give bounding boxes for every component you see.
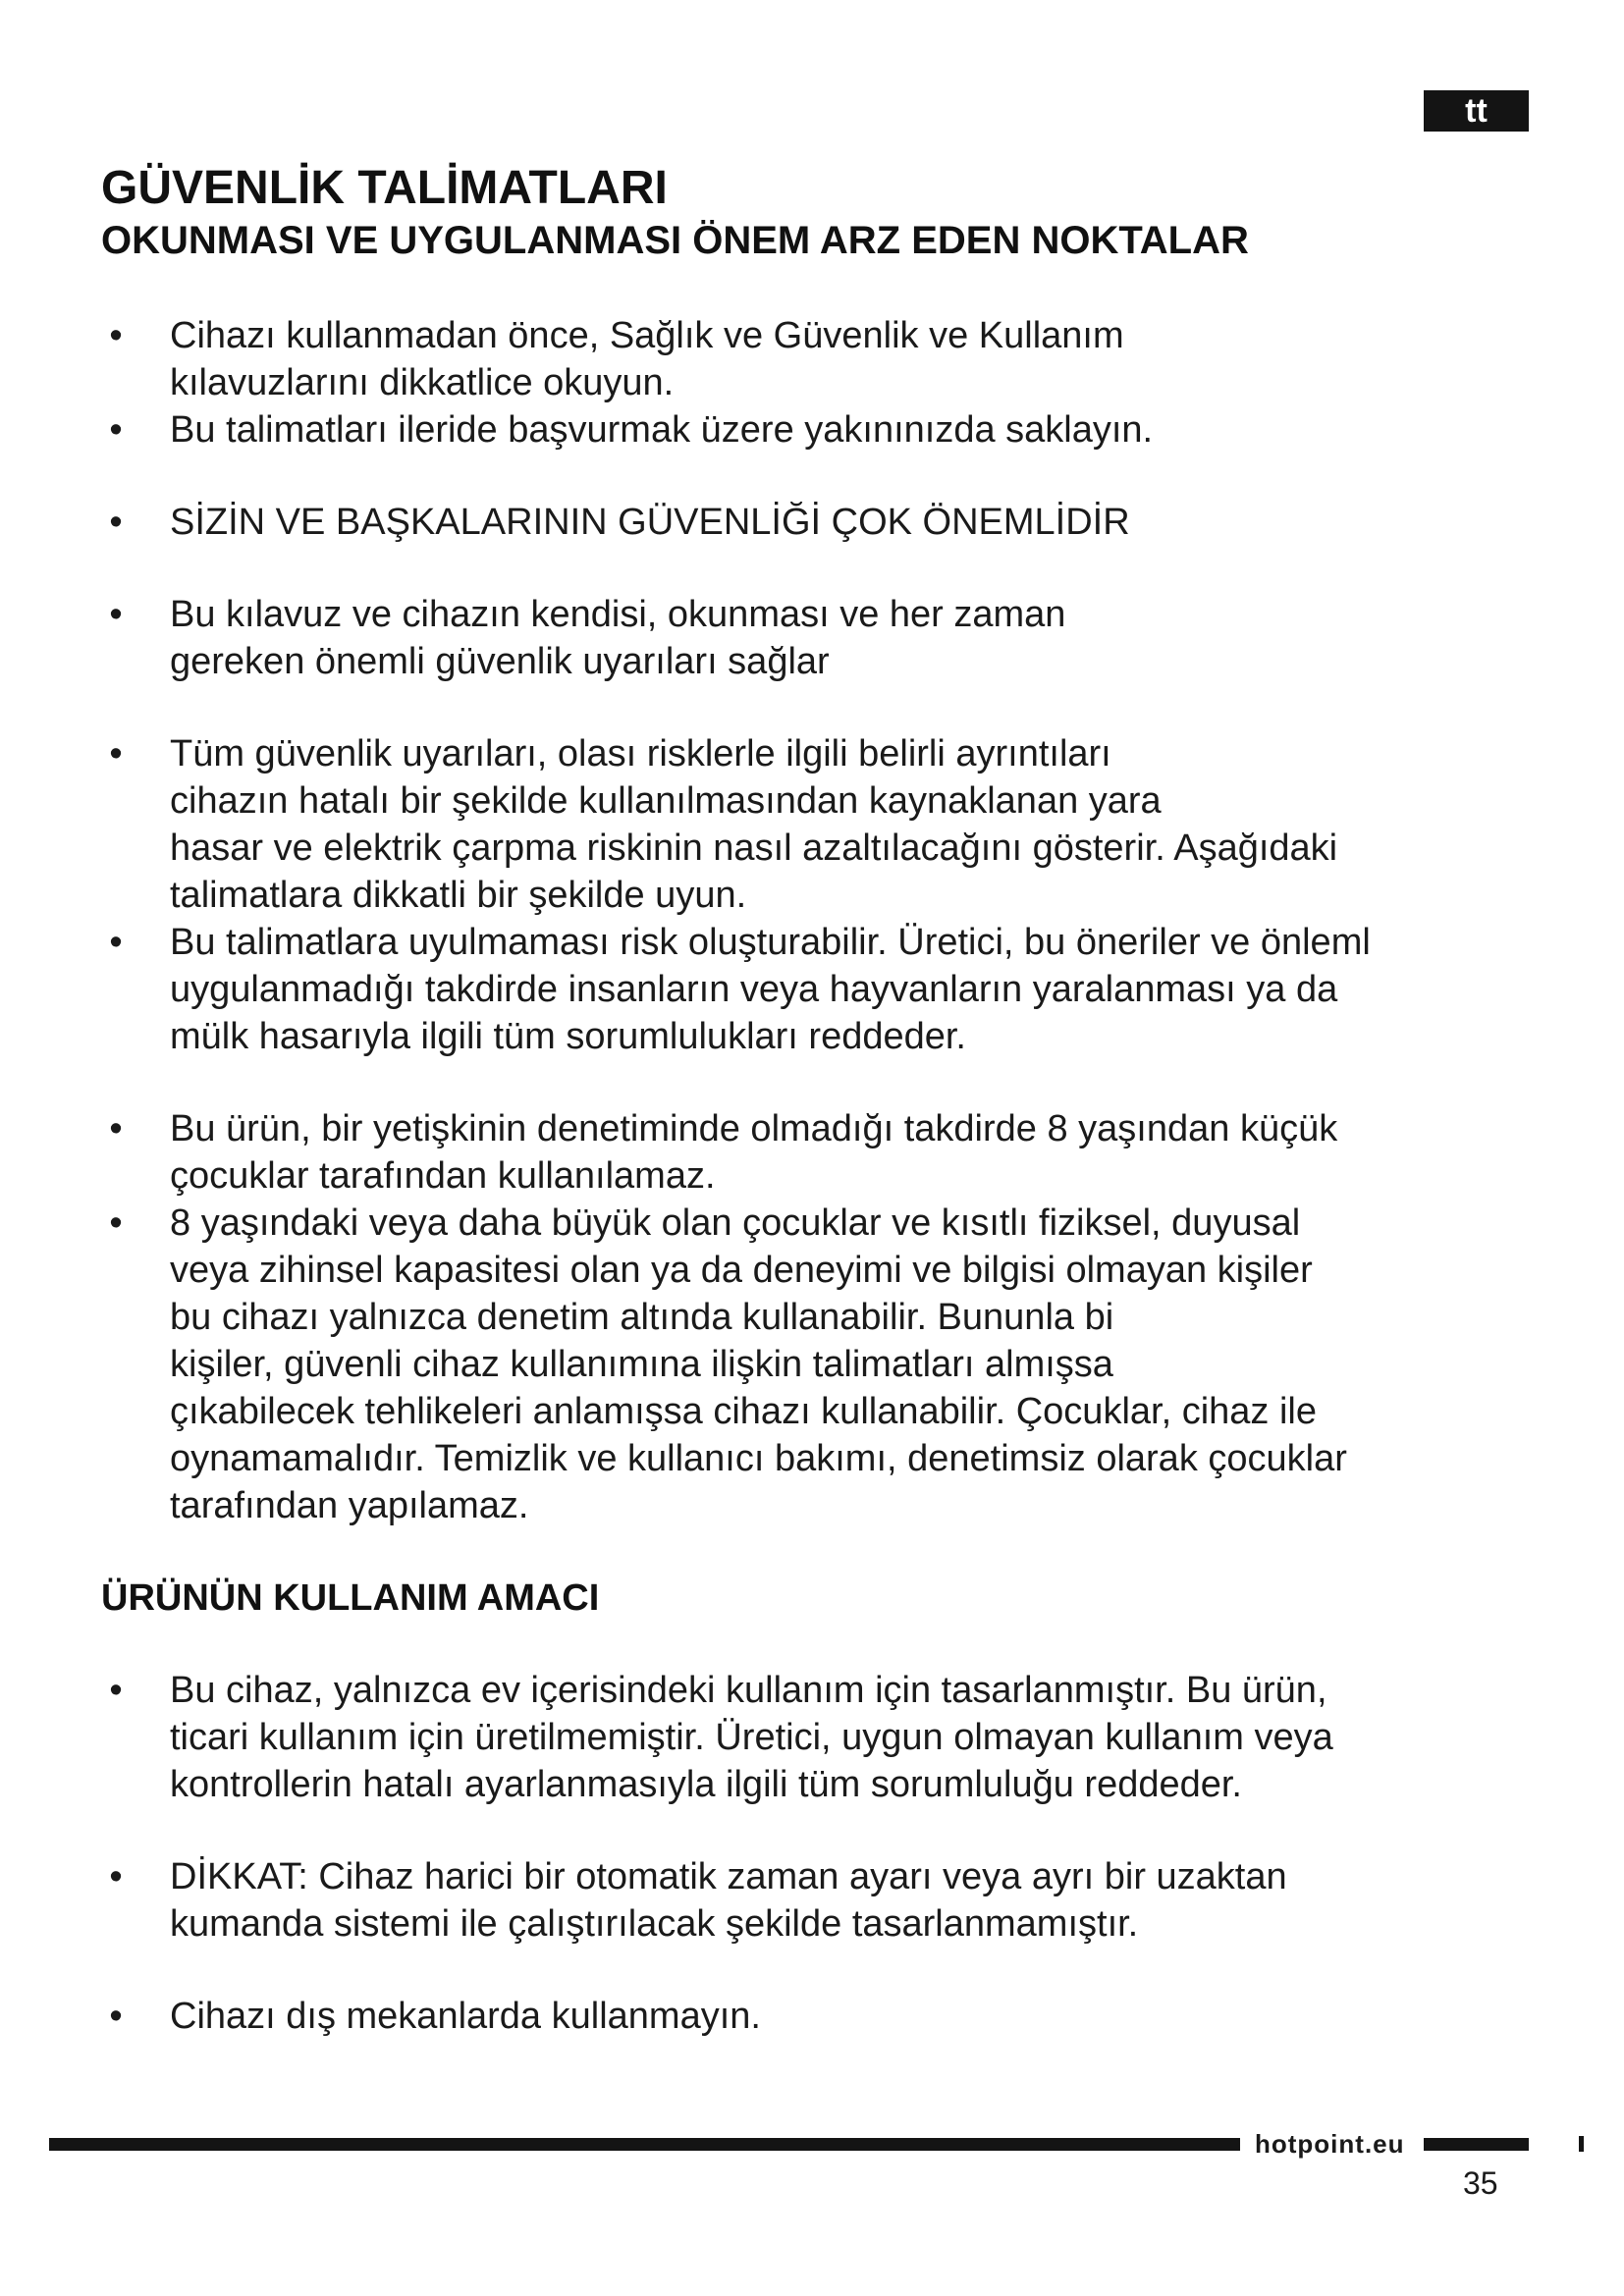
bullet-icon: • (109, 594, 123, 635)
bullet-icon: • (109, 1996, 123, 2037)
document-body (101, 161, 1581, 2040)
footer-tick-mark (1579, 2136, 1584, 2152)
list-item: • SİZİN VE BAŞKALARININ GÜVENLİĞİ ÇOK ÖNEMLİDİR (101, 499, 1581, 546)
bullet-icon: • (109, 1856, 123, 1897)
list-item: • Bu talimatları ileride başvurmak üzere yakınınızda saklayın. (101, 406, 1581, 454)
bullet-icon: • (109, 1108, 123, 1149)
list-item: • Bu kılavuz ve cihazın kendisi, okunması ve her zaman gereken önemli güvenlik uyarıları sağlar (101, 591, 1581, 685)
page-title: GÜVENLİK TALİMATLARI (101, 162, 668, 214)
list-item: • 8 yaşındaki veya daha büyük olan çocuklar ve kısıtlı fiziksel, duyusal veya zihinsel kapasitesi olan ya da deneyimi ve bilgisi olmayan kişiler bu cihazı yalnızca denetim altında kullanabilir. Bununla bi kişiler, güvenli cihaz kullanımına ilişkin talimatları almışsa çıkabilecek tehlikeleri anlamışsa cihazı kullanabilir. Çocuklar, cihaz ile oynamamalıdır. Temizlik ve kullanıcı bakımı, denetimsiz olarak çocuklar tarafından yapılamaz. (101, 1200, 1581, 1529)
list-item: • Cihazı dış mekanlarda kullanmayın. (101, 1993, 1581, 2040)
page-subtitle: OKUNMASI VE UYGULANMASI ÖNEM ARZ EDEN NOKTALAR (101, 219, 1249, 262)
bullet-icon: • (109, 733, 123, 774)
list-item: • Cihazı kullanmadan önce, Sağlık ve Güvenlik ve Kullanım kılavuzlarını dikkatlice okuyun. (101, 312, 1581, 406)
bullet-icon: • (109, 502, 123, 543)
bullet-icon: • (109, 1670, 123, 1711)
footer-rule-right (1424, 2138, 1529, 2151)
list-item: • Bu talimatlara uyulmaması risk oluşturabilir. Üretici, bu öneriler ve önleml uygulanmadığı takdirde insanların veya hayvanların yaralanması ya da mülk hasarıyla ilgili tüm sorumlulukları reddeder. (101, 919, 1581, 1060)
page-number: 35 (1463, 2165, 1498, 2201)
section-heading: ÜRÜNÜN KULLANIM AMACI (101, 1577, 600, 1619)
safety-bullet-list (101, 312, 1581, 1529)
list-item: • Bu cihaz, yalnızca ev içerisindeki kullanım için tasarlanmıştır. Bu ürün, ticari kullanım için üretilmemiştir. Üretici, uygun olmayan kullanım veya kontrollerin hatalı ayarlanmasıyla ilgili tüm sorumluluğu reddeder. (101, 1667, 1581, 1808)
language-badge: tt (1424, 90, 1529, 132)
bullet-icon: • (109, 1202, 123, 1244)
list-item: • Tüm güvenlik uyarıları, olası risklerle ilgili belirli ayrıntıları cihazın hatalı bir şekilde kullanılmasından kaynaklanan yara hasar ve elektrik çarpma riskinin nasıl azaltılacağını gösterir. Aşağıdaki talimatlara dikkatli bir şekilde uyun. (101, 730, 1581, 919)
bullet-icon: • (109, 409, 123, 451)
footer-site-label: hotpoint.eu (1255, 2129, 1405, 2159)
bullet-icon: • (109, 922, 123, 963)
list-item: • Bu ürün, bir yetişkinin denetiminde olmadığı takdirde 8 yaşından küçük çocuklar tarafından kullanılamaz. (101, 1105, 1581, 1200)
list-item: • DİKKAT: Cihaz harici bir otomatik zaman ayarı veya ayrı bir uzaktan kumanda sistemi ile çalıştırılacak şekilde tasarlanmamıştır. (101, 1853, 1581, 1948)
usage-bullet-list (101, 1667, 1581, 2040)
footer-rule (49, 2138, 1240, 2151)
bullet-icon: • (109, 315, 123, 356)
